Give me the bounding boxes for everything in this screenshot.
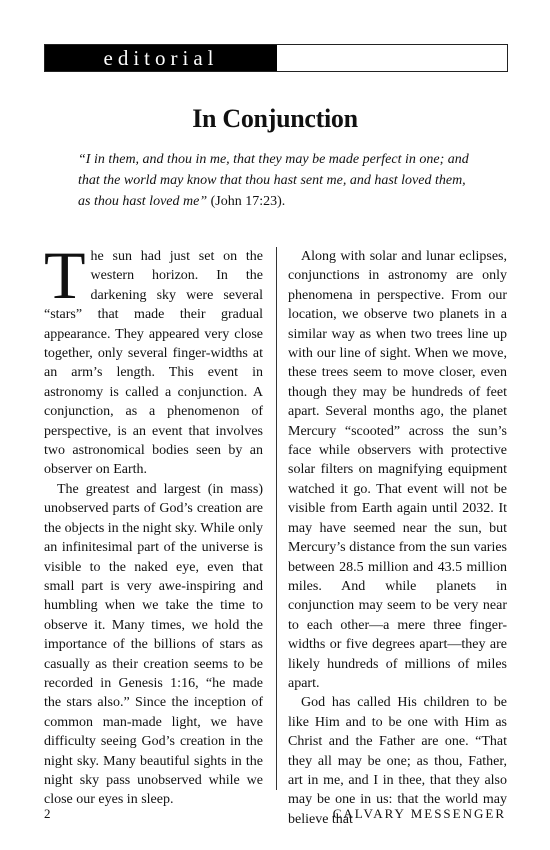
epigraph — [78, 149, 476, 212]
section-label: editorial — [45, 45, 277, 71]
paragraph-1 — [44, 237, 263, 480]
paragraph-4: God has called His children to be like Him and to be one with Him as Christ and the Father are one. “That they all may be one; as thou, Father, art in me, and I in thee, that they also may be one in us: that the world may believe that — [288, 695, 507, 827]
drop-cap: T — [44, 237, 86, 313]
section-header-blank — [277, 45, 507, 71]
epigraph-reference: (John 17:23). — [207, 194, 286, 209]
column-divider — [276, 247, 277, 790]
epigraph-quote: “I in them, and thou in me, that they may be made perfect in one; and that the world may know that thou hast sent me, and hast loved them, as thou hast loved me” — [78, 152, 469, 209]
paragraph-2: The greatest and largest (in mass) unobserved parts of God’s creation are the objects in the night sky. While only an infinitesimal part of the universe is visible to the naked eye, even that small part is very awe-inspiring and humbling when we take the time to observe it. Many times, we hold the importance of the billions of stars as casually as their creation seems to be recorded in Genesis 1:16, “he made the stars also.” Since the inception of common man-made light, we have difficulty seeing God’s creation in the night sky. Many beautiful sights in the night sky pass unobserved while we close our eyes in sleep. — [44, 481, 263, 808]
article-title: In Conjunction — [192, 104, 358, 133]
section-header-bar — [44, 44, 508, 72]
publication-name: CALVARY MESSENGER — [332, 806, 506, 821]
page-number: 2 — [44, 806, 51, 821]
left-column — [44, 237, 263, 810]
paragraph-3: Along with solar and lunar eclipses, conjunctions in astronomy are only phenomena in perspective. From our location, we observe two planets in a similar way as when two trees line up with our line of sight. When we move, these trees seem to move closer, even though they may be hundreds of feet apart. Several months ago, the planet Mercury “scooted” across the sun’s face while observers with protective solar filters on magnifying equipment watched it go. That event will not be visible from Earth again until 2032. It may have seemed near the sun, but Mercury’s distance from the sun varies between 28.5 million and 43.5 million miles. And while planets in conjunction may seem to be very near to each other—a mere three finger-widths or five degrees apart—they are likely hundreds of millions of miles apart. — [288, 249, 507, 691]
paragraph-1-text: he sun had just set on the western horizon. In the darkening sky were several “stars” that made their gradual appearance. They appeared very close together, only several finger-widths at an arm’s length. This event in astronomy is called a conjunction. A conjunction, as a phenomenon of perspective, is an event that involves two astronomical bodies seen by an observer on Earth. — [44, 249, 263, 478]
right-column — [288, 247, 507, 829]
